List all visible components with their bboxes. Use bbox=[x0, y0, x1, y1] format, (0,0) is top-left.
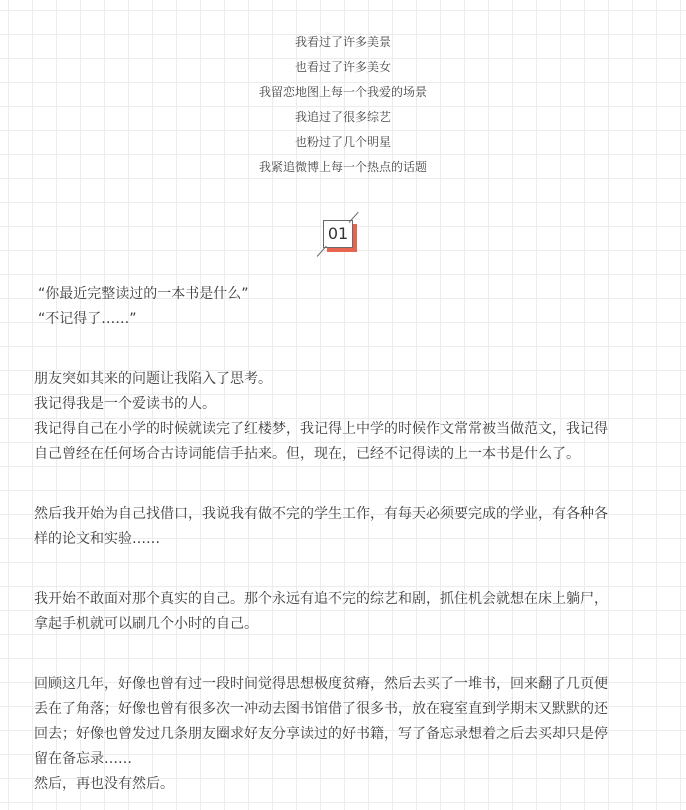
paragraph-line: 自己曾经在任何场合古诗词能信手拈来。但，现在，已经不记得读的上一本书是什么了。 bbox=[34, 446, 580, 462]
paragraph-gap bbox=[34, 552, 652, 587]
paragraph-line: 回顾这几年，好像也曾有过一段时间觉得思想极度贫瘠，然后去买了一堆书，回来翻了几页便 bbox=[34, 676, 608, 692]
paragraph-line: 回去；好像也曾发过几条朋友圈求好友分享读过的好书籍，写了备忘录想着之后去买却只是停 bbox=[34, 726, 608, 742]
poem-line: 我追过了很多综艺 bbox=[294, 110, 391, 124]
paragraph-line: 然后我开始为自己找借口，我说我有做不完的学生工作，有每天必须要完成的学业，有各种各 bbox=[34, 506, 608, 522]
paragraph-line: 朋友突如其来的问题让我陷入了思考。 bbox=[34, 371, 272, 387]
section-number-badge bbox=[313, 210, 369, 260]
dialogue-line: “你最近完整读过的一本书是什么” bbox=[38, 286, 249, 302]
paragraph-line: 我开始不敢面对那个真实的自己。那个永远有追不完的综艺和剧，抓住机会就想在床上躺尸， bbox=[34, 591, 608, 607]
paragraph-gap bbox=[34, 637, 652, 672]
dialogue-line: “不记得了……” bbox=[38, 311, 137, 327]
paragraph-line: 丢在了角落；好像也曾有很多次一冲动去图书馆借了很多书，放在寝室直到学期末又默默的还 bbox=[34, 701, 608, 717]
poem-line: 我紧追微博上每一个热点的话题 bbox=[258, 160, 427, 174]
intro-poem bbox=[0, 30, 686, 180]
paragraph-line: 样的论文和实验…… bbox=[34, 531, 160, 547]
paragraph-line: 然后，再也没有然后。 bbox=[34, 776, 174, 792]
paragraph-gap bbox=[34, 467, 652, 502]
paragraph-line: 我记得我是一个爱读书的人。 bbox=[34, 396, 216, 412]
poem-line: 也粉过了几个明星 bbox=[294, 135, 391, 149]
article-body bbox=[34, 282, 652, 797]
paragraph-line: 我记得自己在小学的时候就读完了红楼梦，我记得上中学的时候作文常常被当做范文，我记得 bbox=[34, 421, 608, 437]
badge-decoration-line bbox=[349, 212, 359, 223]
section-number: 01 bbox=[323, 220, 353, 248]
paragraph-line: 拿起手机就可以刷几个小时的自己。 bbox=[34, 616, 258, 632]
poem-line: 也看过了许多美女 bbox=[294, 60, 391, 74]
badge-decoration-line bbox=[317, 246, 327, 257]
paragraph-line: 留在备忘录…… bbox=[34, 751, 132, 767]
poem-line: 我留恋地图上每一个我爱的场景 bbox=[258, 85, 427, 99]
poem-line: 我看过了许多美景 bbox=[294, 35, 391, 49]
paragraph-gap bbox=[34, 332, 652, 367]
